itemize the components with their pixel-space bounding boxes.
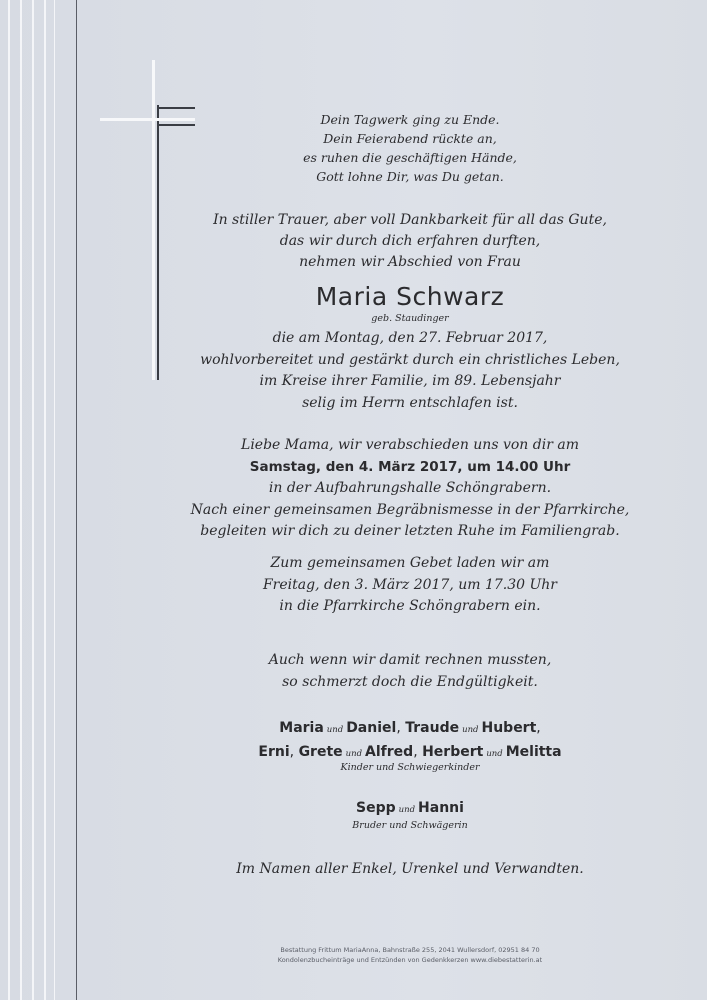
family-row-1: Maria und Daniel, Traude und Hubert, <box>279 720 541 736</box>
funeral-date: Samstag, den 4. März 2017, um 14.00 Uhr <box>249 458 571 475</box>
funeral-info: Liebe Mama, wir verabschieden uns von dir am Samstag, den 4. März 2017, um 14.00 Uhr in der Aufbahrungshalle Schöngrabern. Nach einer gemeinsamen Begräbnismesse in der Pfarrkirche, begleiten wir dich zu deiner letzten Ruhe im Familiengrab. <box>140 435 680 543</box>
left-border-stripes <box>0 0 80 1000</box>
maiden-name: geb. Staudinger <box>371 313 449 324</box>
relatives-line: Im Namen aller Enkel, Urenkel und Verwandten. <box>236 861 584 877</box>
death-details: die am Montag, den 27. Februar 2017, wohlvorbereitet und gestärkt durch ein christliches Leben, im Kreise ihrer Familie, im 89. Lebensjahr selig im Herrn entschlafen ist. <box>200 330 620 411</box>
deceased-name: Maria Schwarz <box>315 282 505 311</box>
intro-text: In stiller Trauer, aber voll Dankbarkeit für all das Gute, das wir durch dich erfahren durften, nehmen wir Abschied von Frau <box>213 212 607 270</box>
family-row-2: Erni, Grete und Alfred, Herbert und Melitta <box>258 744 562 760</box>
prayer-info: Zum gemeinsamen Gebet laden wir am Freitag, den 3. März 2017, um 17.30 Uhr in die Pfarrkirche Schöngrabern ein. <box>262 555 558 614</box>
closing-text: Auch wenn wir damit rechnen mussten, so schmerzt doch die Endgültigkeit. <box>268 652 552 690</box>
funeral-home-footer: Bestattung Frittum MariaAnna, Bahnstraße 255, 2041 Wullersdorf, 02951 84 70 Kondolenzbucheinträge und Entzünden von Gedenkkerzen www.diebestatterin.at <box>277 946 543 964</box>
sibling-names: Sepp und Hanni <box>356 800 464 816</box>
family-relation: Kinder und Schwiegerkinder <box>340 762 480 773</box>
family-names <box>140 717 680 765</box>
verse: Dein Tagwerk ging zu Ende. Dein Feierabend rückte an, es ruhen die geschäftigen Hände, Gott lohne Dir, was Du getan. <box>303 112 517 184</box>
sibling-relation: Bruder und Schwägerin <box>352 820 468 831</box>
